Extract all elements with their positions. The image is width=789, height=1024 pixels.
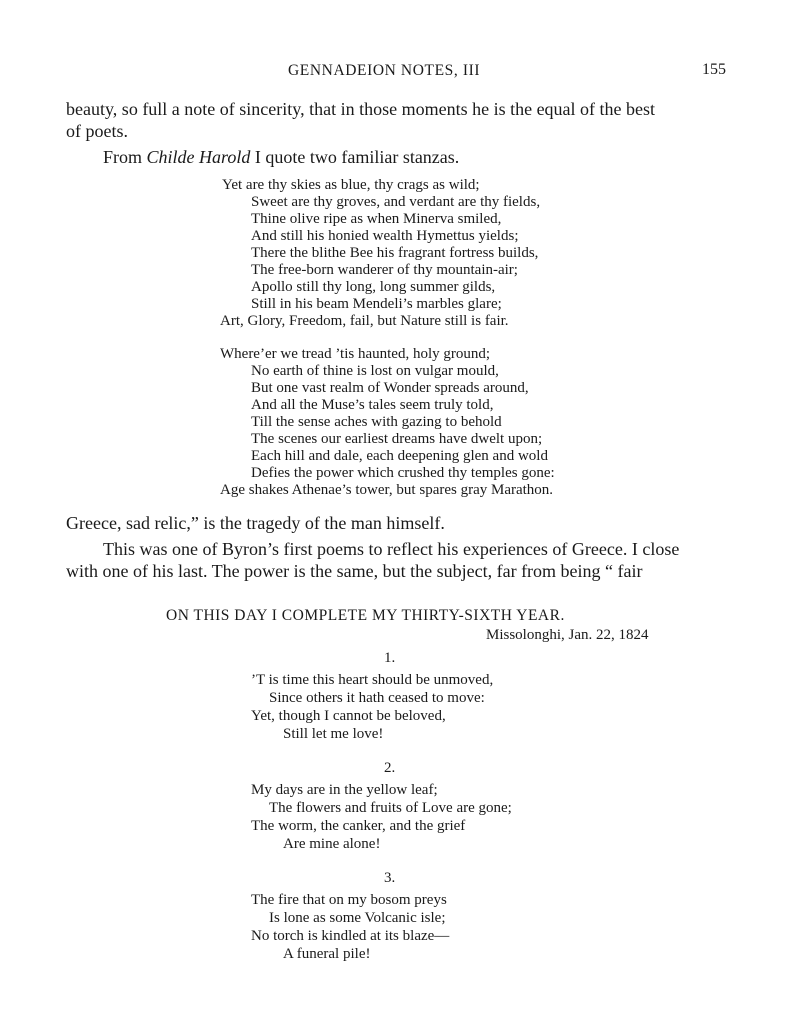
- running-header-title: GENNADEION NOTES, III: [288, 62, 481, 79]
- quote-intro: [103, 146, 459, 168]
- commentary-line-1: Greece, sad relic,” is the tragedy of the man himself.: [66, 513, 445, 533]
- verse-line: Till the sense aches with gazing to behold: [251, 414, 502, 430]
- commentary-line-3: with one of his last. The power is the same, but the subject, far from being “ fair: [66, 561, 643, 581]
- verse-line: No torch is kindled at its blaze—: [251, 928, 450, 944]
- poem-stanza-3: [251, 891, 449, 963]
- quote-prefix: From: [103, 147, 147, 167]
- verse-line: Sweet are thy groves, and verdant are thy fields,: [251, 194, 541, 210]
- verse-line: My days are in the yellow leaf;: [251, 782, 438, 798]
- verse-line: Art, Glory, Freedom, fail, but Nature still is fair.: [220, 313, 509, 329]
- page-number: 155: [702, 61, 726, 78]
- verse-line: Each hill and dale, each deepening glen and wold: [251, 448, 548, 464]
- verse-line: Yet are thy skies as blue, thy crags as wild;: [222, 177, 480, 193]
- verse-line: The flowers and fruits of Love are gone;: [269, 800, 512, 816]
- verse-line: The fire that on my bosom preys: [251, 892, 447, 908]
- intro-line-2: of poets.: [66, 121, 128, 141]
- poem-title: ON THIS DAY I COMPLETE MY THIRTY-SIXTH YEAR.: [166, 607, 565, 624]
- verse-line: Apollo still thy long, long summer gilds,: [251, 279, 496, 295]
- verse-line: Still in his beam Mendeli’s marbles glare;: [251, 296, 502, 312]
- verse-line: Is lone as some Volcanic isle;: [269, 910, 446, 926]
- verse-line: Are mine alone!: [283, 836, 381, 852]
- stanza-number: 2.: [384, 760, 396, 776]
- commentary-line-2: This was one of Byron’s first poems to reflect his experiences of Greece. I close: [103, 539, 680, 559]
- quote-suffix: I quote two familiar stanzas.: [250, 147, 460, 167]
- verse-line: Age shakes Athenae’s tower, but spares gray Marathon.: [220, 482, 554, 498]
- poem-dateline: Missolonghi, Jan. 22, 1824: [486, 627, 649, 643]
- poem-stanza-2: [251, 781, 512, 853]
- verse-line: No earth of thine is lost on vulgar mould,: [251, 363, 499, 379]
- childe-harold-stanza-1: [220, 177, 540, 330]
- verse-line: But one vast realm of Wonder spreads around,: [251, 380, 529, 396]
- verse-line: Thine olive ripe as when Minerva smiled,: [251, 211, 502, 227]
- verse-line: And still his honied wealth Hymettus yields;: [251, 228, 519, 244]
- poem-stanza-1: [251, 671, 493, 743]
- verse-line: The scenes our earliest dreams have dwelt upon;: [251, 431, 543, 447]
- verse-line: There the blithe Bee his fragrant fortress builds,: [251, 245, 539, 261]
- verse-line: The worm, the canker, and the grief: [251, 818, 466, 834]
- verse-line: And all the Muse’s tales seem truly told,: [251, 397, 494, 413]
- verse-line: Yet, though I cannot be beloved,: [251, 708, 446, 724]
- verse-line: A funeral pile!: [283, 946, 371, 962]
- verse-line: Where’er we tread ’tis haunted, holy ground;: [220, 346, 491, 362]
- verse-line: Still let me love!: [283, 726, 384, 742]
- verse-line: ’T is time this heart should be unmoved,: [251, 672, 494, 688]
- stanza-number: 3.: [384, 870, 396, 886]
- quote-title: Childe Harold: [146, 147, 251, 167]
- verse-line: The free-born wanderer of thy mountain-air;: [251, 262, 518, 278]
- stanza-number: 1.: [384, 650, 396, 666]
- childe-harold-stanza-2: [220, 346, 555, 499]
- intro-line-1: beauty, so full a note of sincerity, that in those moments he is the equal of the best: [66, 99, 656, 119]
- verse-line: Defies the power which crushed thy temples gone:: [251, 465, 555, 481]
- verse-line: Since others it hath ceased to move:: [269, 690, 485, 706]
